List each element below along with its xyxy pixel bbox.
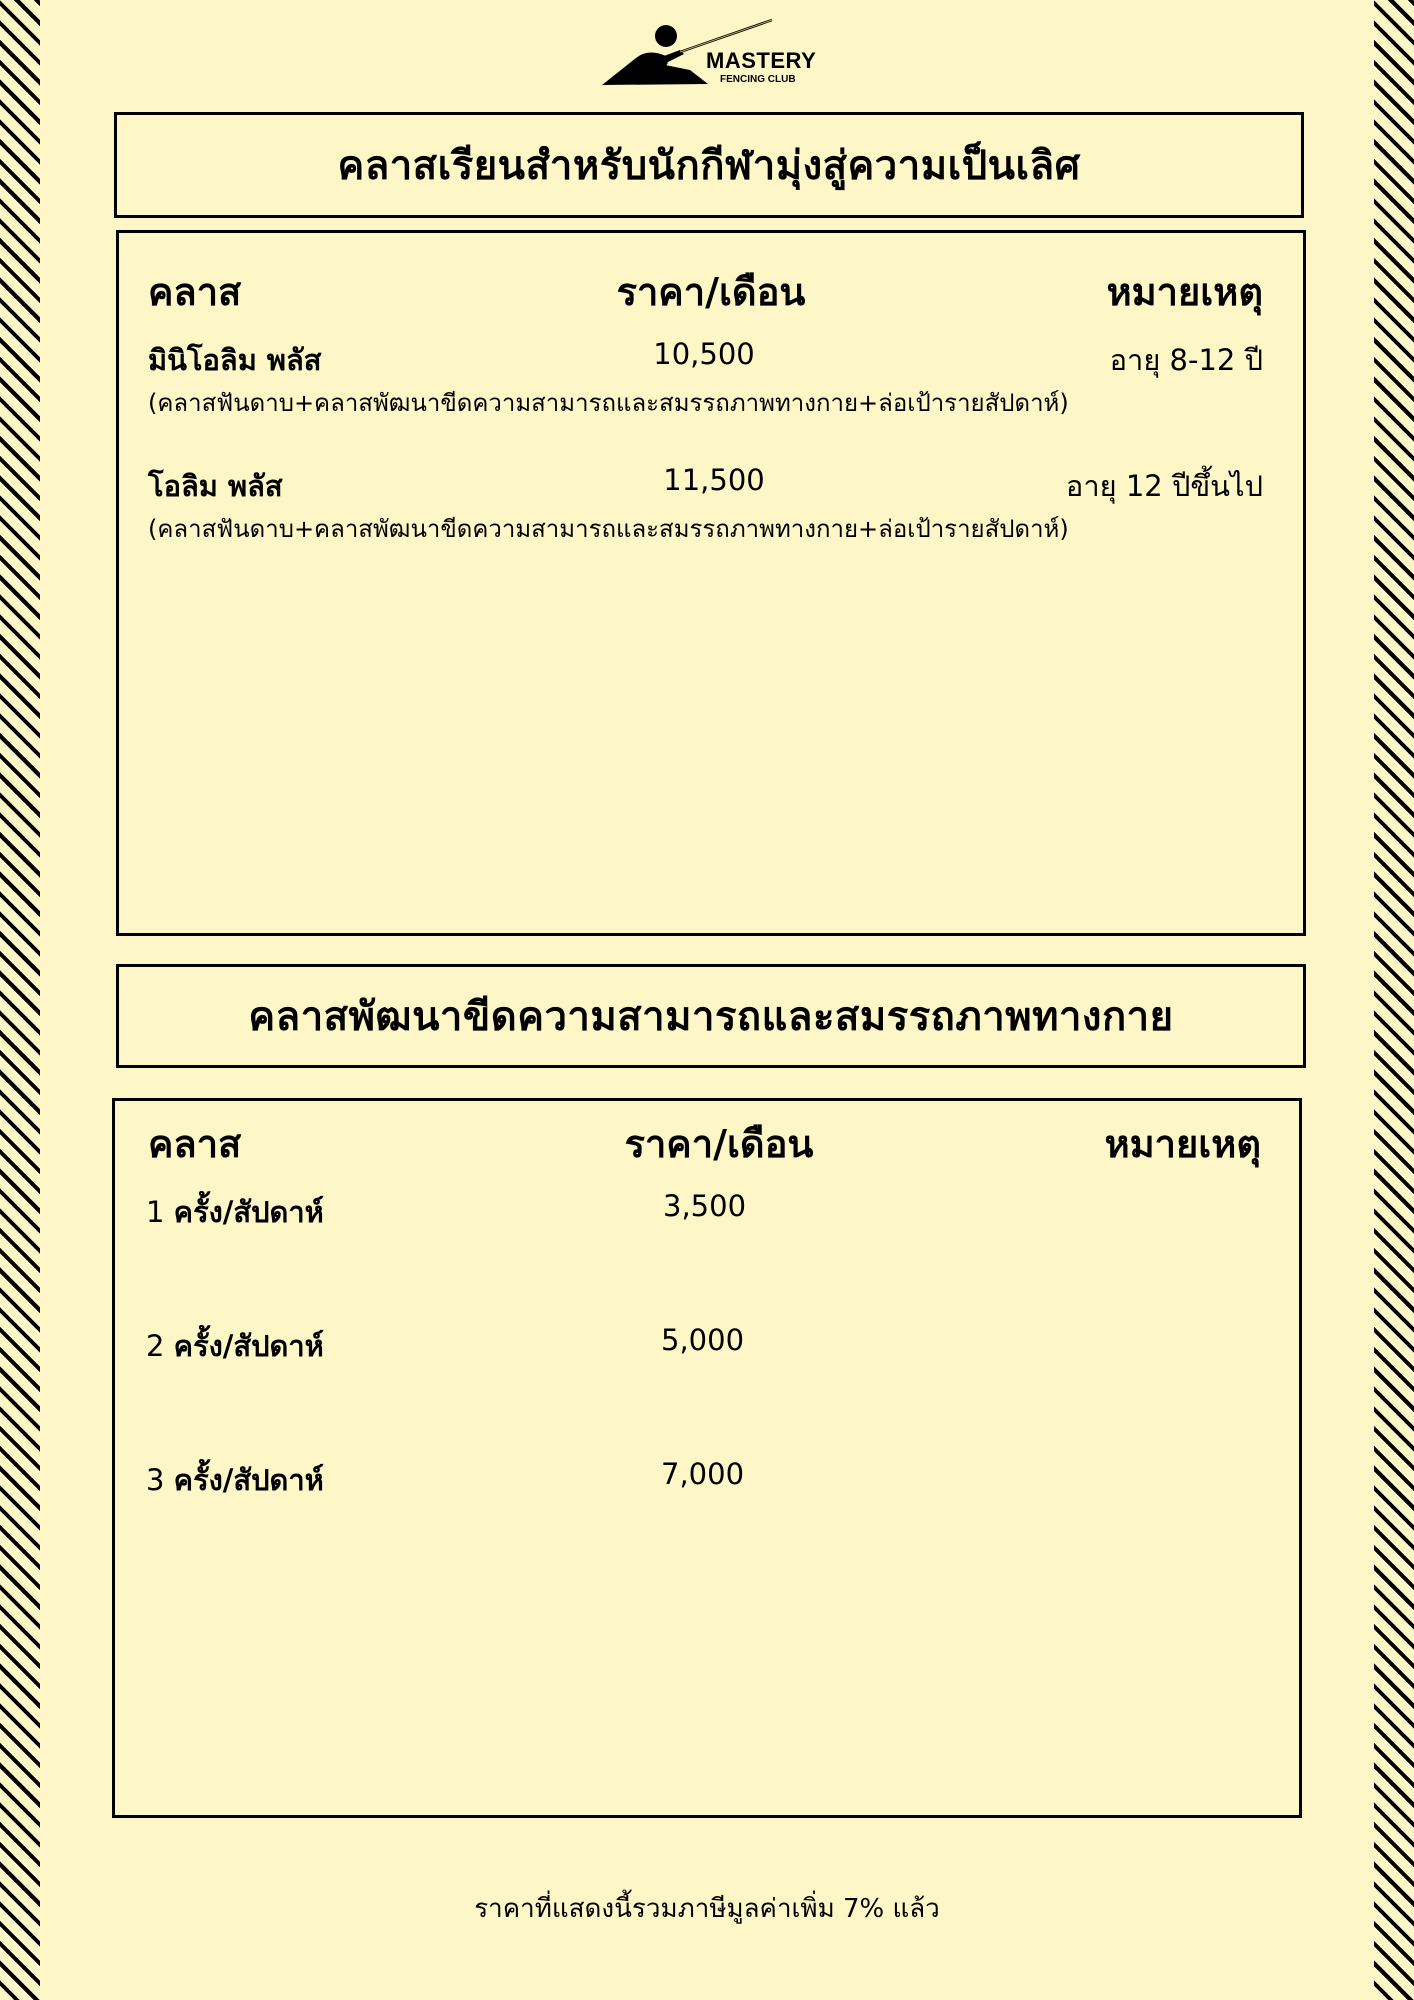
section2-title-box [116,964,1306,1068]
session-count: 1 [146,1195,165,1229]
section1-header-class: คลาส [148,270,242,314]
section1-title-box [114,112,1304,218]
class-price: 10,500 [653,337,755,371]
vat-note: ราคาที่แสดงนี้รวมภาษีมูลค่าเพิ่ม 7% แล้ว [474,1894,940,1924]
session-price: 5,000 [661,1323,745,1357]
session-unit: ครั้ง/สัปดาห์ [173,1195,324,1229]
session-count: 3 [146,1463,165,1497]
session-price: 7,000 [661,1457,745,1491]
section1-title: คลาสเรียนสำหรับนักกีฬามุ่งสู่ความเป็นเลิศ [337,143,1081,189]
class-description: (คลาสฟันดาบ+คลาสพัฒนาขีดความสามารถและสมรรถภาพทางกาย+ล่อเป้ารายสัปดาห์) [148,389,1069,417]
right-stripe-border [1374,0,1414,2000]
section2-title: คลาสพัฒนาขีดความสามารถและสมรรถภาพทางกาย [248,994,1174,1040]
logo-name: MASTERY [706,48,817,73]
section1-header-note: หมายเหตุ [1106,270,1263,314]
section2-header-note: หมายเหตุ [1104,1122,1261,1166]
session-unit: ครั้ง/สัปดาห์ [173,1329,324,1363]
session-count: 2 [146,1329,165,1363]
session-unit: ครั้ง/สัปดาห์ [173,1463,324,1497]
session-frequency [146,1189,324,1235]
club-logo [600,18,820,90]
section2-header-class: คลาส [148,1122,242,1166]
class-note: อายุ 12 ปีขึ้นไป [1065,469,1263,503]
class-price: 11,500 [663,463,765,497]
class-note: อายุ 8-12 ปี [1109,343,1263,377]
session-frequency [146,1323,324,1369]
section1-header-price: ราคา/เดือน [616,270,806,314]
session-price: 3,500 [663,1189,747,1223]
class-name: โอลิม พลัส [148,469,283,503]
section1-table [116,230,1306,936]
logo-subtitle: FENCING CLUB [720,74,796,85]
left-stripe-border [0,0,40,2000]
class-name: มินิโอลิม พลัส [148,343,322,377]
section2-table [112,1098,1302,1818]
section2-header-price: ราคา/เดือน [624,1122,814,1166]
session-frequency [146,1457,324,1503]
class-description: (คลาสฟันดาบ+คลาสพัฒนาขีดความสามารถและสมรรถภาพทางกาย+ล่อเป้ารายสัปดาห์) [148,515,1069,543]
